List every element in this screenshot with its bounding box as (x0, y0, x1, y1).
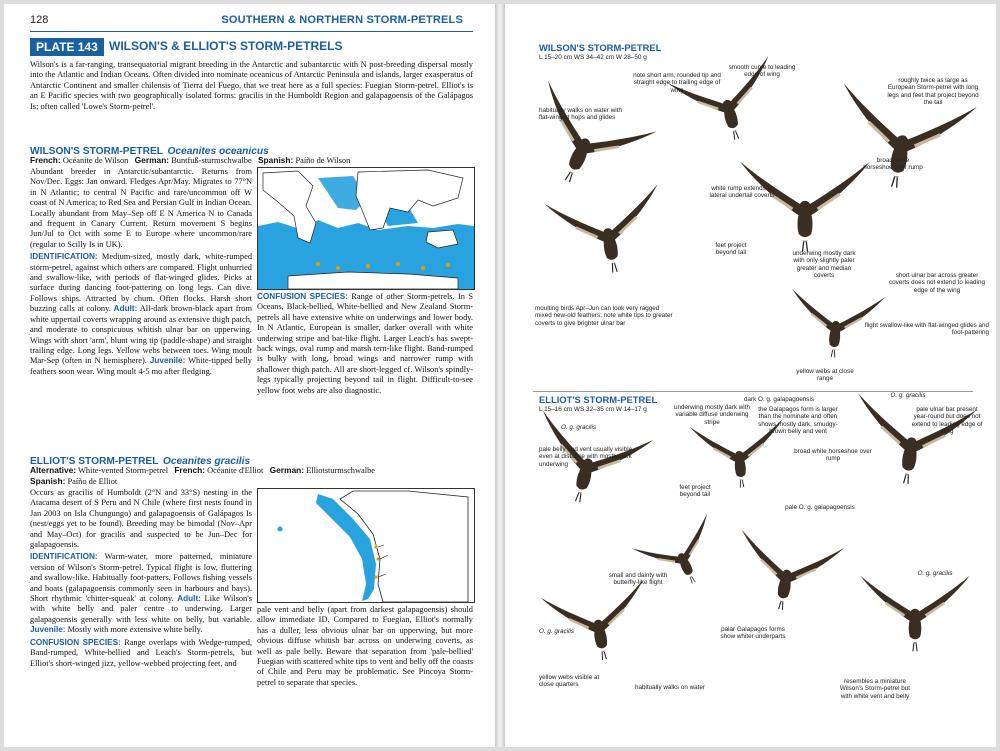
wil-ann-10: moulting birds Apr–Jun can look very ragged mixed new-old feathers; note white tips to greater coverts to give brighter ulnar bar (535, 305, 673, 327)
ell-ann-14: O. g. gracilis (917, 570, 953, 577)
book-spine (495, 4, 505, 747)
ell-ann-12: O. g. gracilis (539, 628, 574, 635)
ell-ann-16: habitually walks on water (634, 684, 705, 691)
confusion-text: Range overlaps with Wedge-rumped, Band-rumped, White-bellied and Leach's Storm-petrels, but Elliot's short-winged jizz, yellow-webbed projecting feet, and (30, 637, 253, 668)
elliots-range-map (257, 488, 475, 603)
spanish-label: Spanish: (257, 155, 294, 165)
elliots-confusion (30, 638, 252, 669)
elliots-text-col (30, 488, 252, 669)
wilsons-heading: WILSON'S STORM-PETREL (30, 146, 163, 157)
alternative-name: White-vented Storm-petrel (78, 466, 169, 475)
wil-ann-9: short ulnar bar across greater coverts does not extend to leading edge of the wing (889, 272, 985, 294)
ell-ann-15: yellow webs visible at close quarters (539, 674, 600, 689)
wil-ann-4: habitually walks on water with flat-winged hops and glides (539, 107, 622, 122)
identification-text: Warm-water, more patterned, miniature version of Wilson's Storm-petrel. Typical flight is low, fluttering and swallow-like. Habitually foot-patters. Follows fishing vessels and boats (galapagoensis commonly seen in harbours and bays). Short rhythmic 'chitter-squeak' at colony. (30, 552, 252, 604)
elliots-plate-title: ELLIOT'S STORM-PETREL (539, 394, 658, 405)
identification-text: Medium-sized, mostly dark, white-rumped storm-petrel, against which others are compared. Flight unhurried and swallow-like, with periods of flat-winged glides. Picks at surface during dancing foot-pattering on long legs. Can dive. Follows ships. Attracted by chum. Often flocks. Harsh short buzzing calls at colony. (30, 252, 253, 314)
south-america-map (258, 489, 474, 602)
elliots-measurements: L 15–16 cm WS 32–35 cm W 14–17 g (539, 406, 647, 413)
wil-ann-5: broad white horseshoe over rump (863, 157, 923, 172)
elliots-heading: ELLIOT'S STORM-PETREL (30, 456, 159, 467)
header-rule (30, 31, 473, 32)
french-label: French: (174, 465, 206, 475)
elliots-bird-6 (541, 580, 656, 669)
elliots-bird-5 (729, 530, 844, 619)
ell-ann-3: dark O. g. galapagoensis (743, 396, 814, 403)
wilsons-status: Abundant breeder in Antarctic/subantarctic. Returns from Nov/Dec. Eggs: Jan onward. Fledges Apr/May. Migrates to 77°N in N Atlantic; to central N Pacific and rare/uncommon off W coast of N America; to Red Sea and Persian Gulf in Indian Ocean. Locally abundant from May–Sep off E N America N to Canada and frequent in Canary Current. Return movement S begins Jun/Jul to Oct with some E to Europe where uncommon/rare (regular to Scilly Is in UK). (30, 167, 252, 249)
french-name: Océanite d'Elliot (207, 466, 264, 475)
ell-ann-11: small and dainty with butterfly-like flight (608, 572, 668, 587)
elliots-latin: Oceanites gracilis (162, 456, 251, 467)
french-name: Océanite de Wilson (62, 156, 129, 165)
spanish-name: Paíño de Elliot (67, 477, 118, 487)
german-label: German: (269, 465, 305, 475)
galapagos-range (278, 527, 283, 532)
juvenile-label: Juvenile: (149, 356, 186, 366)
wilsons-identification (30, 252, 252, 377)
elliots-names (30, 465, 473, 488)
ell-ann-4: the Galapagos form is larger than the nominate and often shows mostly dark, smudgy-brown belly and vent (758, 406, 838, 435)
right-page (505, 4, 996, 747)
ell-ann-10: pale O. g. galapagoensis (785, 504, 855, 511)
wilsons-latin: Oceanites oceanicus (167, 146, 269, 157)
wilsons-confusion (257, 292, 473, 396)
wilsons-bird-moult (545, 184, 671, 282)
adult-label: Adult: (113, 304, 138, 314)
alternative-label: Alternative: (30, 465, 77, 475)
wil-ann-1: note short arm, rounded tip and straight edge to trailing edge of wing (633, 72, 721, 94)
confusion-text: Range of other Storm-petrels. In S Oceans, Black-bellied, White-bellied and New Zealand Storm-petrels all have extensive white on underwings and lower body. In N Atlantic, European is smaller, darker overall with white underwing stripe and bat-like flight. Larger Leach's has swept-back wings, oval rump and marsh tern-like flight. Band-rumped is bulky with long, broad wings and narrower rump with shallower thigh patch. All are short-legged cf. Wilson's spindly-legs typically projecting beyond tail in flight. Difficult-to-see yellow foot webs are also diagnostic. (257, 292, 474, 395)
wil-ann-2: smooth curve to leading edge of wing (728, 64, 796, 79)
plate-label: PLATE 143 (30, 38, 104, 56)
wilsons-measurements: L 15–20 cm WS 34–42 cm W 28–50 g (539, 54, 647, 61)
spanish-name: Paíño de Wilson (295, 156, 351, 165)
adult-label: Adult: (177, 594, 201, 604)
ell-ann-1: O. g. gracilis (561, 424, 596, 431)
juvenile-text: Mostly with more extensive white belly. (67, 625, 203, 635)
wilsons-range-map (257, 167, 475, 290)
wil-ann-3: roughly twice as large as European Storm-petrel with long legs and feet that project beyond the tail (887, 77, 979, 106)
wil-ann-12: yellow webs at close range (796, 368, 854, 383)
wil-ann-11: flight swallow-like with flat-winged glides and foot-pattering (864, 322, 989, 337)
wilsons-text-col (30, 167, 252, 377)
ell-ann-17: resembles a miniature Wilson's Storm-petrel but with white vent and belly (839, 678, 911, 700)
elliots-status: Occurs as gracilis of Humboldt (2°N and 33°S) nesting in the Atacama desert of S Peru and N Chile (where first nests found in Jan 2003 on Isla Chungungo) and galapagoensis of Galápagos Is (nest/eggs yet to be found). Breeding may be bimodal (Nov–Apr and May–Oct) for gracilis and suspected to be Jun–Dec for galapagoensis. (30, 488, 252, 550)
wilsons-names (30, 155, 473, 166)
wil-ann-8: underwing mostly dark with only slightly paler greater and median coverts (792, 250, 856, 279)
confusion-label: CONFUSION SPECIES: (30, 637, 121, 647)
ell-ann-7: pale belly and vent usually visible even at distance with mostly dark underwing (539, 446, 633, 468)
spanish-label: Spanish: (30, 476, 66, 487)
wil-ann-6: white rump extends to lateral undertail coverts (709, 185, 775, 200)
ell-ann-5: O. g. gracilis (890, 392, 926, 399)
identification-label: IDENTIFICATION: (30, 552, 98, 562)
elliots-bird-4 (632, 513, 732, 600)
german-name: Buntfuß-sturmschwalbe (171, 156, 252, 165)
adult-text: All-dark brown-black apart from white uppertail coverts wrapping around as extensive thigh patch, and moderate to conspicuous whitish ulnar bar on upperwing. Wings with short 'arm', blunt wing tip (paddle-shape) and straight trailing edge. Long legs. Yellow webs between toes. Wing moult Mar-Sep (often in N hemisphere). (30, 304, 252, 366)
french-label: French: (30, 155, 61, 165)
elliots-bird-7 (860, 576, 969, 652)
ell-ann-6: pale ulnar bar present year-round but does not extend to leading edge of wing (911, 406, 983, 435)
elliots-confusion-cont: pale vent and belly (apart from darkest galapagoensis) should allow immediate ID. Compared to Fuegian, Elliot's normally has a duller, less obvious ulnar bar on upperwing, but more obvious diffuse whitish bar across on underwing coverts, as well as pale belly. Beware that separation from 'pale-bellied' Fuegian with scattered white tips to vent and belly off the coasts of Chile and Peru may be problematic. See Pincoya Storm-petrel to separate that species. (257, 605, 473, 687)
ell-ann-2: underwing mostly dark with variable diffuse underwing stripe (674, 404, 750, 426)
plate-title: WILSON'S & ELLIOT'S STORM-PETRELS (109, 39, 343, 53)
wil-ann-7: feet project beyond tail (715, 242, 747, 257)
adult-text: Like Wilson's with white belly and paler centre to underwing. Larger galapagoensis generally with less white on belly, but variable. (30, 594, 253, 624)
elliots-identification (30, 552, 252, 635)
left-page (4, 4, 495, 747)
german-label: German: (134, 155, 170, 165)
wilsons-bird-walking (513, 81, 656, 207)
identification-label: IDENTIFICATION: (30, 252, 98, 262)
german-name: Elliotsturmschwalbe (306, 466, 375, 475)
wilsons-plate-title: WILSON'S STORM-PETREL (539, 42, 662, 53)
world-map (258, 168, 474, 289)
ell-ann-8: broad white horseshoe over rump (794, 448, 872, 463)
ell-ann-9: feet project beyond tail (679, 484, 711, 499)
juvenile-label: Juvenile: (30, 625, 66, 635)
running-head: SOUTHERN & NORTHERN STORM-PETRELS (221, 14, 463, 26)
juvenile-text: White-tipped belly feathers soon wear. Wing moult 4-5 mo after fledging. (30, 356, 252, 376)
page-number: 128 (30, 14, 49, 26)
ell-ann-13: palar Galapagos forms show whiter underparts (720, 626, 786, 641)
confusion-label: CONFUSION SPECIES: (257, 292, 348, 301)
wilsons-bird-under (740, 162, 870, 252)
intro-paragraph: Wilson's is a far-ranging, transequatorial migrant breeding in the Antarctic and subantarctic with N post-breeding dispersal mostly into the Atlantic and Indian Oceans. Often divided into nominate oceanicus of Antarctic Peninsula and islands, larger exasperatus of Antarctic Continent and smaller chilensis of Tierra del Fuego, that we treat here as a full species: Fuegian Storm-petrel. Elliot's is an E Pacific species with two geographically isolated forms: gracilis in the Humboldt Region and galapagoensis of the Galápagos Is; often called 'Lowe's Storm-petrel'. (30, 60, 473, 111)
